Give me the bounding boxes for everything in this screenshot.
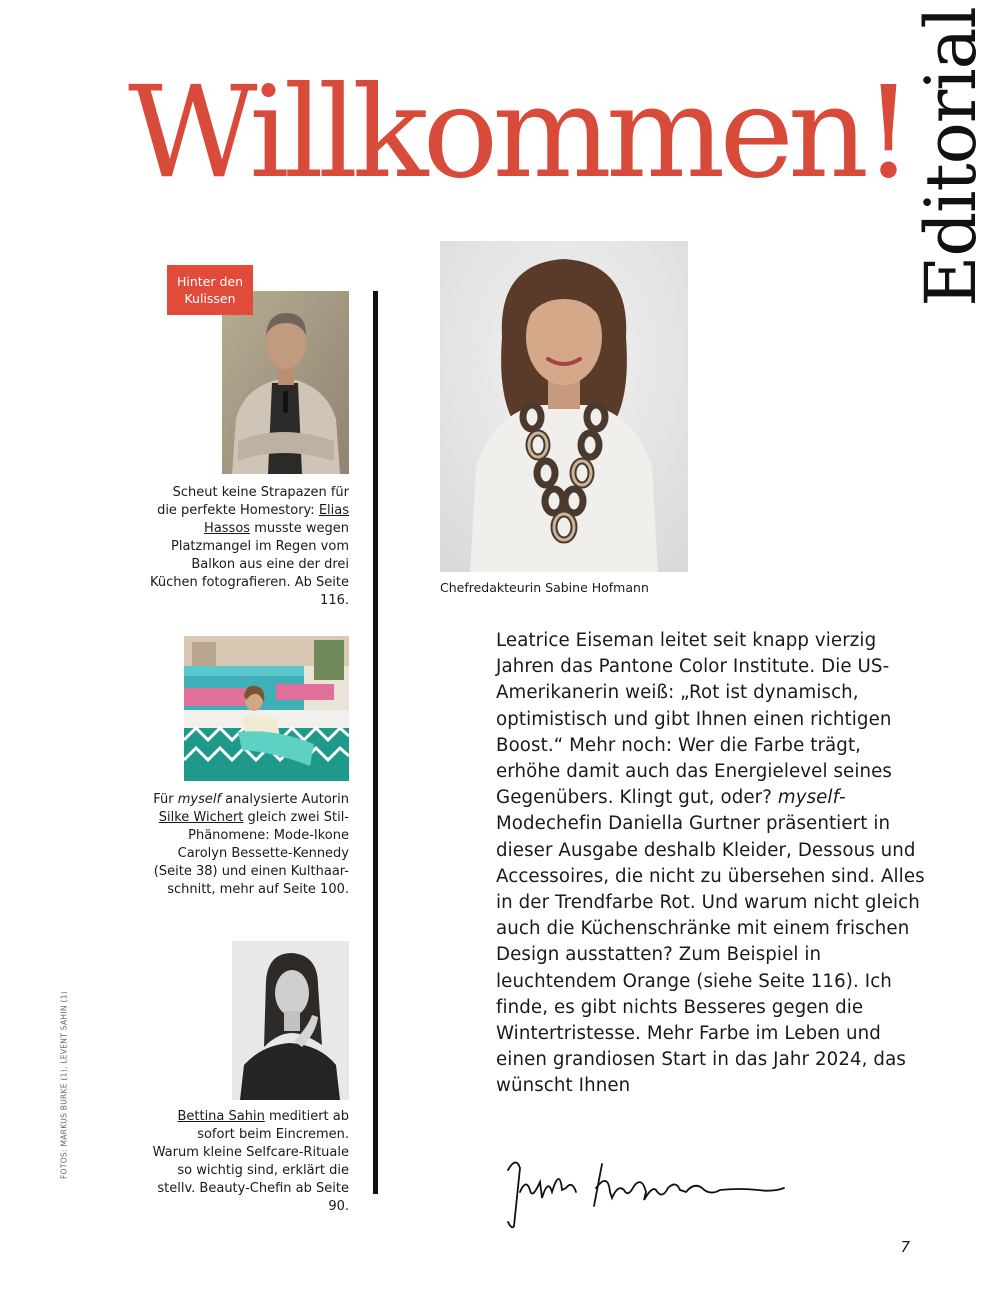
contributor-photo-elias-hassos <box>222 291 349 474</box>
editorial-body-part-1: Leatrice Eiseman leitet seit knapp vierzig Jahren das Pantone Color Institute. Die US-Amerikanerin weiß: „Rot ist dynamisch, optimistisch und gibt Ihnen einen richtigen Boost.“ Mehr noch: Wer die Farbe trägt, erhöhe damit auch das Energielevel seines Gegenübers. Klingt gut, oder? <box>496 630 892 809</box>
caption-3-post: meditiert ab sofort beim Eincremen. Warum kleine Selfcare-Rituale so wichtig sind, erklärt die stellv. Beauty-Chefin ab Seite 90. <box>152 1109 349 1214</box>
caption-2-magazine: myself <box>177 792 222 807</box>
contributor-name-bettina-sahin: Bettina Sahin <box>177 1109 265 1124</box>
caption-1-post: musste wegen Platzmangel im Regen vom Balkon aus eine der drei Küchen fotografieren. Ab Seite 116. <box>150 521 349 608</box>
editorial-body <box>496 628 926 1100</box>
contributor-photo-bettina-sahin <box>232 941 349 1100</box>
section-label-text: Editorial <box>910 7 992 307</box>
caption-2-pre: Für <box>153 792 178 807</box>
behind-the-scenes-badge <box>167 265 253 315</box>
contributor-name-silke-wichert: Silke Wichert <box>158 810 244 825</box>
page-number: 7 <box>900 1238 910 1256</box>
editorial-body-part-2: -Modechefin Daniella Gurtner präsentiert in dieser Ausgabe deshalb Kleider, Dessous und Accessoires, die nicht zu übersehen sind. Alles in der Trendfarbe Rot. Und warum nicht gleich auch die Küchenschränke mit einem frischen Design ausstatten? Zum Beispiel in leuchtendem Orange (siehe Seite 116). Ich finde, es gibt nichts Besseres gegen die Wintertristesse. Mehr Farbe im Leben und einen grandiosen Start in das Jahr 2024, das wünscht Ihnen <box>496 787 925 1097</box>
contributor-name-elias-hassos: Elias Hassos <box>204 503 349 536</box>
photo-credit-text: FOTOS: MARKUS BURKE (1), LEVENT SAHIN (1) <box>59 991 69 1179</box>
editor-signature <box>496 1142 796 1232</box>
caption-2-mid: analysierte Autorin <box>221 792 349 807</box>
editor-caption: Chefredakteurin Sabine Hofmann <box>440 580 649 595</box>
caption-1-pre: Scheut keine Strapazen für die perfekte Homestory: <box>157 485 349 518</box>
caption-2-post: gleich zwei Stil-Phänomene: Mode-Ikone Carolyn Bessette-Kennedy (Seite 38) und einen Kulthaar-schnitt, mehr auf Seite 100. <box>153 810 349 897</box>
contributor-caption-1 <box>150 484 349 610</box>
contributor-caption-2 <box>150 791 349 899</box>
badge-label: Hinter den Kulissen <box>176 274 244 306</box>
editor-portrait <box>440 241 688 572</box>
page-headline: Willkommen! <box>128 59 908 206</box>
section-label <box>910 7 992 307</box>
contributor-photo-silke-wichert <box>184 636 349 781</box>
editorial-body-magazine: myself <box>777 787 840 809</box>
photo-credit <box>49 991 79 1179</box>
contributor-caption-3 <box>150 1108 349 1216</box>
column-divider <box>373 291 378 1194</box>
